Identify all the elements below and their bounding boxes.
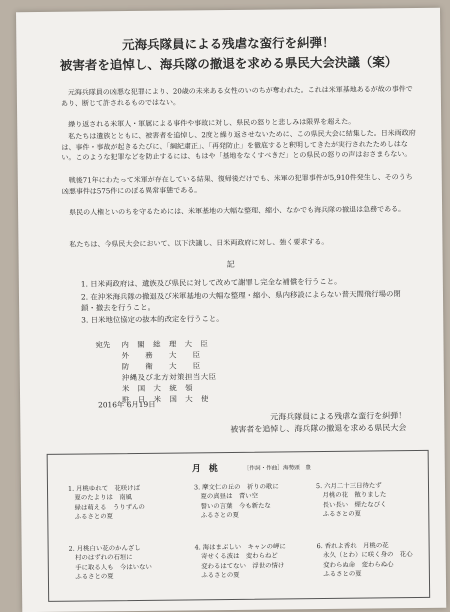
verse-line: ふるさとの夏 [194,571,240,580]
verse-line: 2. 月桃白い花のかんざし [68,543,141,553]
demand-item: 3. 日米地位協定の抜本的改定を行うこと。 [81,314,224,325]
verse-line: 6. 香れよ香れ 月桃の花 [316,541,389,551]
verse-line: 1. 月桃ゆれて 花咲けば [67,483,141,493]
verse-line: 夏のたよりは 南風 [68,493,133,503]
signature-line2: 被害者を追悼し、海兵隊の撤退を求める県民大会 [230,423,407,434]
paragraph-4: 戦後71年にわたって米軍が存在している結果、復帰後だけでも、米軍の犯罪事件が5,910件発生し、そのうち凶悪事件は575件にのぼる異常事態である。 [61,173,413,196]
destination-name: 外 務 大 臣 [121,350,201,361]
destination-name: 沖縄及び北方対策担当大臣 [121,372,217,383]
verse-line: ふるさとの夏 [68,572,114,581]
destination-name: 内 閣 総 理 大 臣 [121,339,209,350]
verse-line: ふるさとの夏 [316,509,362,519]
paragraph-1: 元海兵隊員の凶悪な犯罪により、20歳の未来ある女性のいのちが奪われた。これは米軍基地あるが故の事件であり、断じて許されるものではない。 [60,85,413,108]
verse-line: 長い長い 煙たなびく [316,500,387,509]
verse-line: 4. 海はまぶしい キャンの岬に [194,542,286,552]
destinations-label: 宛先 [95,340,111,350]
verse-line: 変わるはてない 浮世の情け [194,561,285,571]
document-title-line2: 被害者を追悼し、海兵隊の撤退を求める県民大会決議（案） [59,54,398,73]
paragraph-5: 県民の人権といのちを守るためには、米軍基地の大幅な整理、縮小、なかでも海兵隊の撤退は急務である。 [69,205,406,217]
verse-line: 夏の真昼は 青い空 [194,492,259,501]
destination-name: 駐 日 米 国 大 使 [122,394,209,405]
song-verse-1 [68,484,178,523]
demands-list [81,276,401,329]
ki-heading: 記 [226,259,235,270]
song-verse-2 [69,544,179,583]
verse-line: 誓いの言葉 今も新たな [194,501,271,511]
signature-line1: 元海兵隊員による残虐な蛮行を糾弾！ [270,411,407,422]
destination-name: 米 国 大 統 領 [121,383,194,394]
destinations [95,338,252,406]
song-title: 月桃 [191,464,226,475]
song-verse-4 [195,542,305,581]
paragraph-3: 私たちは遺族とともに、被害者を追悼し、2度と繰り返させないために、この県民大会に結集した。日米両政府は、事件・事故が起きるたびに、「綱紀粛正」、「再発防止」を徹底すると釈明してきたが実行されたためしはない。このような犯罪などを防止するには、もはや「基地をなくすべきだ」との県民の怒りの声はおさまらない。 [61,129,416,163]
song-lyrics-box [47,450,431,602]
verse-line: 3. 摩文仁の丘の 祈りの歌に [193,482,279,492]
document-title-line1: 元海兵隊員による残虐な蛮行を糾弾！ [122,34,335,53]
verse-line: 寄せくる波は 変わらねど [194,551,278,561]
verse-line: 変わらぬ命 変わらぬ心 [316,560,394,569]
verse-line: 緑は萌える うりずんの [68,502,145,512]
song-credit: ［作詞・作曲］海勢頭 豊 [243,465,311,472]
demand-item: 1. 日米両政府は、遺族及び県民に対して改めて謝罪し完全な補償を行うこと。 [80,276,342,289]
verse-line: 永久（とわ）に咲く身の 花心 [316,550,413,560]
verse-line: 手に取る人も 今はいない [68,562,152,572]
song-verse-5 [316,481,426,520]
document-date: 2016年 6月19日 [98,399,156,410]
song-verse-3 [194,482,304,521]
verse-line: ふるさとの夏 [68,512,114,521]
verse-line: ふるさとの夏 [194,511,240,520]
destination-name: 防 衛 大 臣 [121,361,201,372]
song-verse-6 [317,541,427,580]
paragraph-6: 私たちは、今県民大会において、以下決議し、日米両政府に対し、強く要求する。 [69,237,329,249]
verse-line: 村のはずれの石垣に [68,553,133,563]
verse-line: ふるさとの夏 [316,569,362,579]
paragraph-2: 繰り返される米軍人・軍属による事件や事故に対し、県民の怒りと悲しみは限界を超えた。 [68,117,356,129]
verse-line: 5. 六月二十三日待たず [315,481,382,491]
verse-line: 月桃の花 散りました [316,490,387,500]
document-sheet [16,8,446,612]
demand-item: 2. 在沖米海兵隊の撤退及び米軍基地の大幅な整理・縮小、県内移設によらない普天間飛行場の閉鎖・撤去を行うこと。 [80,289,401,313]
